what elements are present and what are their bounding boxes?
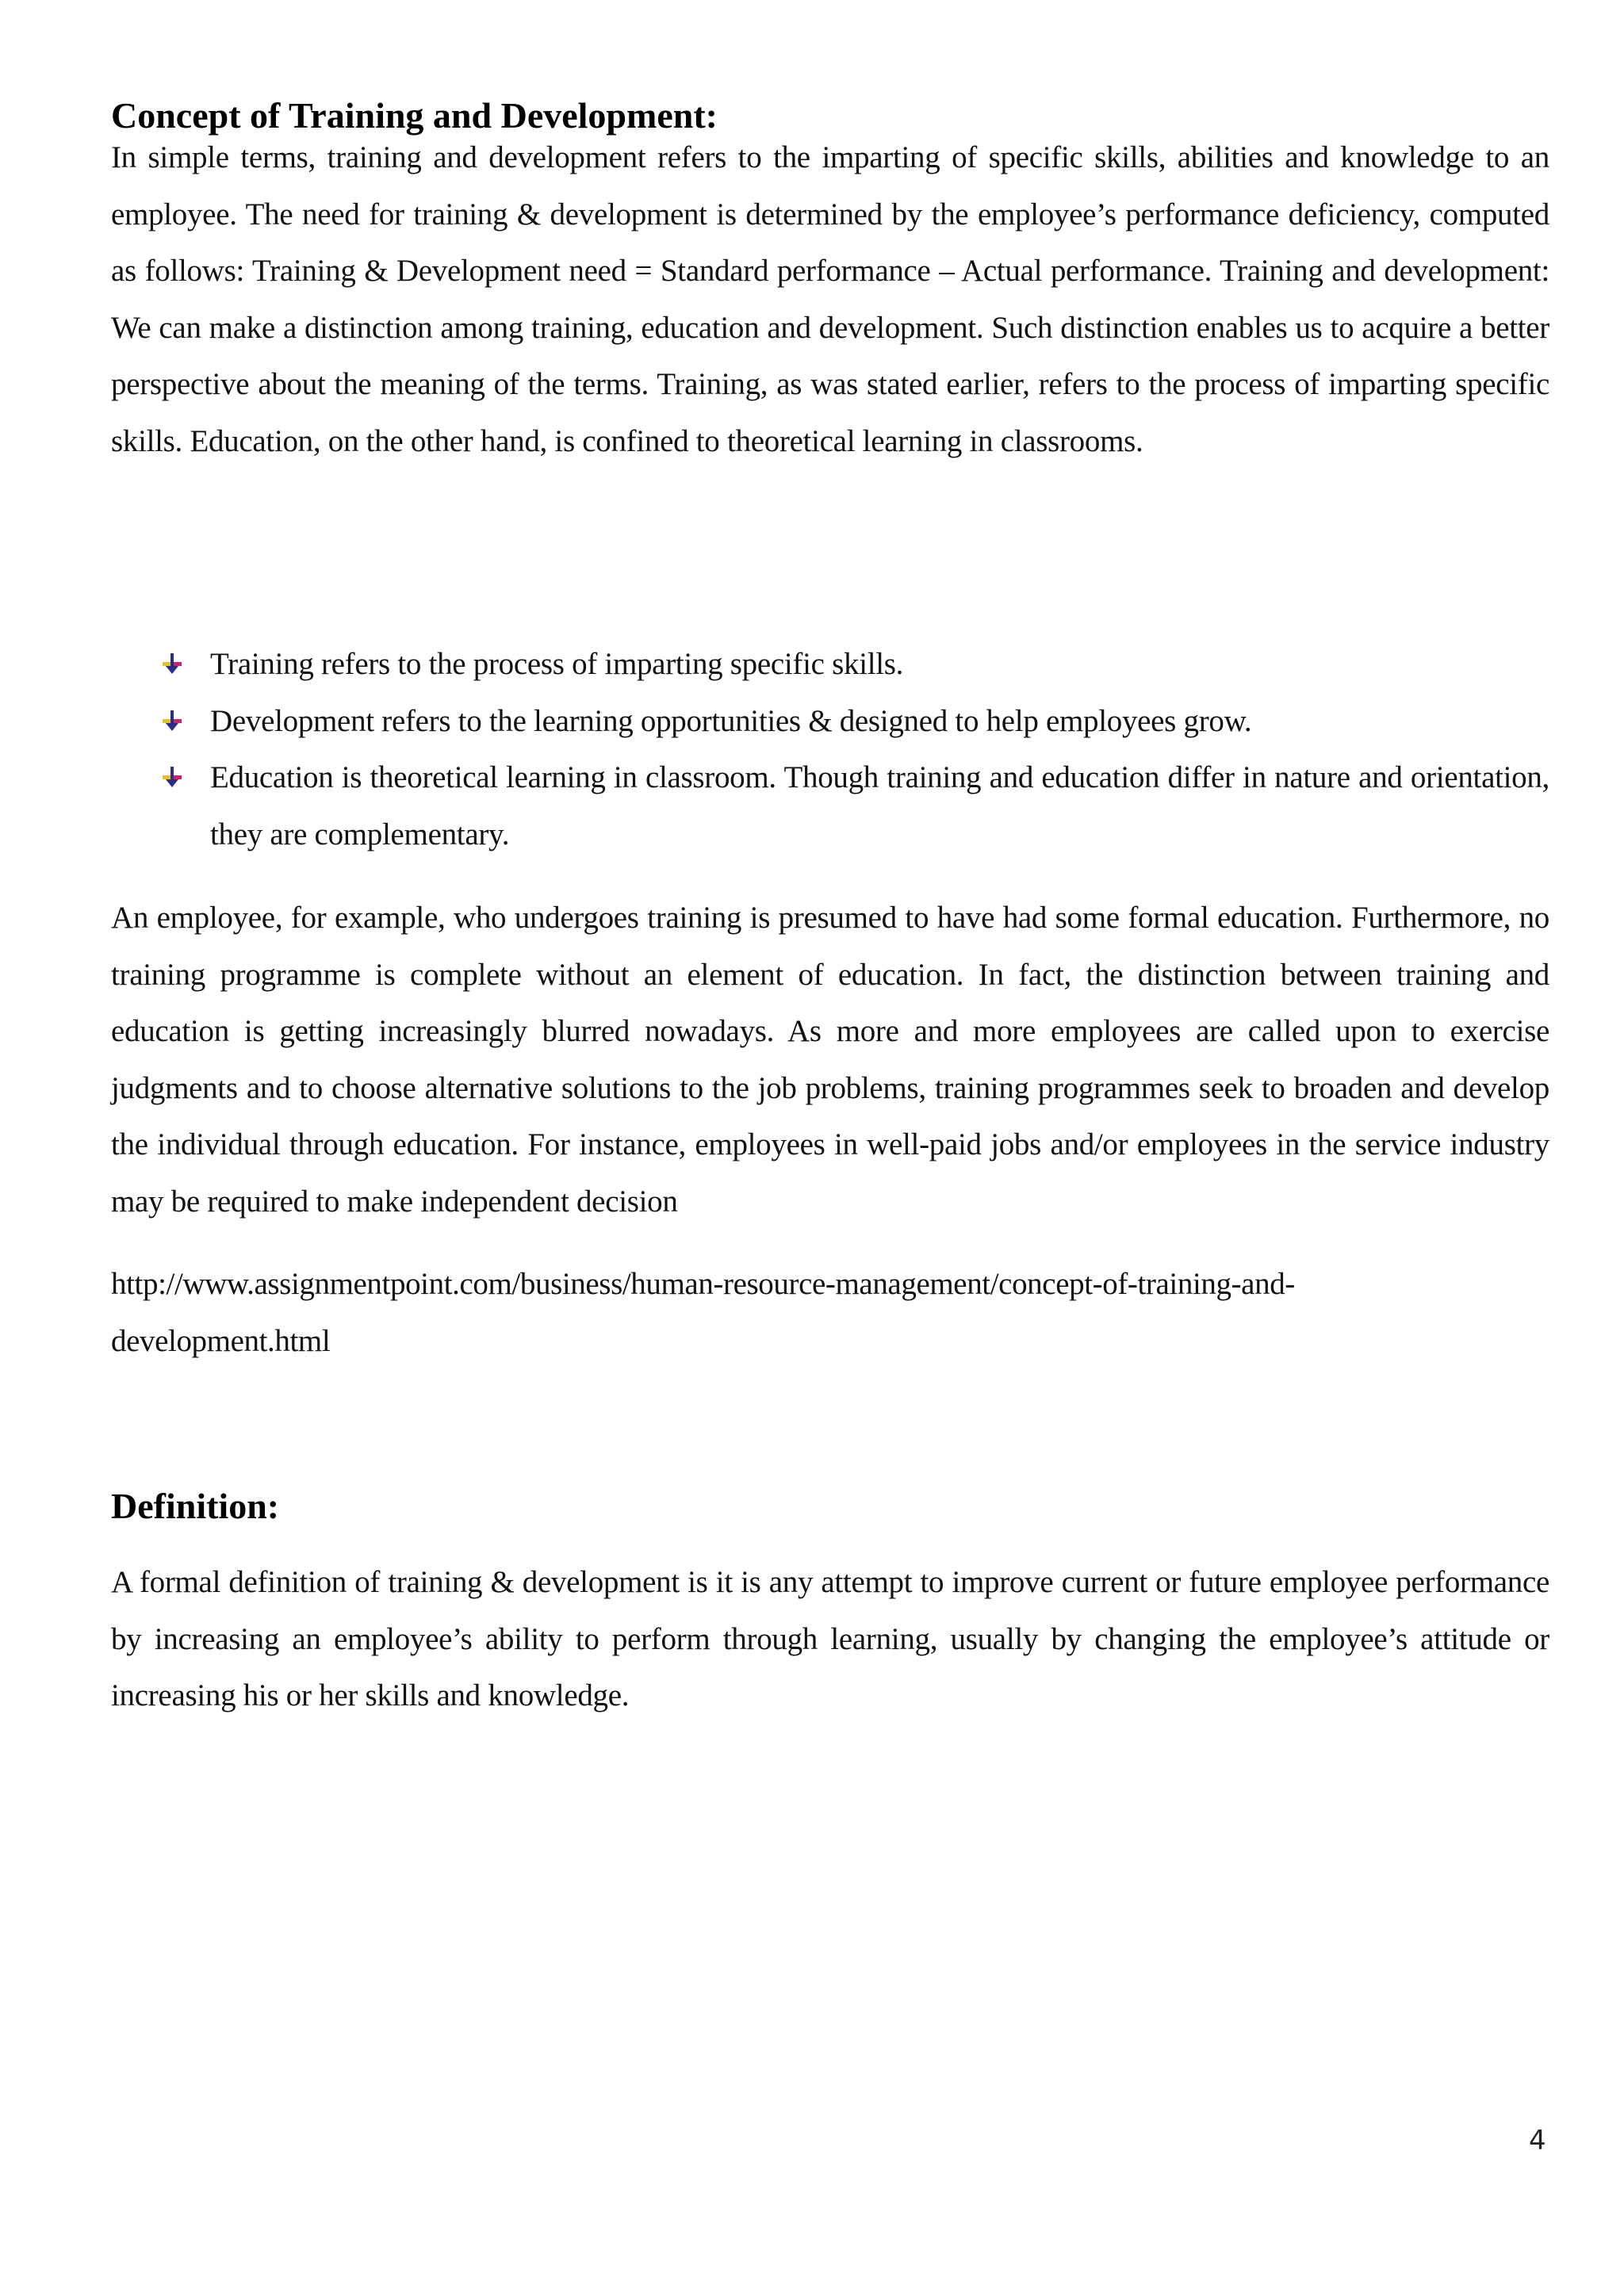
paragraph-definition: A formal definition of training & development is it is any attempt to improve current or future employee performance by increasing an employee’s ability to perform through learning, usually by changing the employee’s attitude or increasing his or her skills and knowledge.	[111, 1565, 1549, 1712]
bullet-text: Development refers to the learning opportunities & designed to help employees grow.	[210, 703, 1252, 738]
page-number: 4	[1529, 2125, 1546, 2156]
down-arrow-bullet-icon	[160, 709, 184, 733]
heading-definition: Definition:	[111, 1486, 280, 1526]
bullet-text: Education is theoretical learning in classroom. Though training and education differ in nature and orientation, they are complementary.	[210, 760, 1549, 851]
bullet-item-development	[159, 693, 1549, 750]
heading-concept: Concept of Training and Development:	[111, 95, 718, 136]
down-arrow-bullet-icon	[160, 652, 184, 675]
paragraph-concept: In simple terms, training and development refers to the imparting of specific skills, abilities and knowledge to an employee. The need for training & development is determined by the employee’s performance deficiency, computed as follows: Training & Development need = Standard performance – Actual performance. Training and development: We can make a distinction among training, education and development. Such distinction enables us to acquire a better perspective about the meaning of the terms. Training, as was stated earlier, refers to the process of imparting specific skills. Education, on the other hand, is confined to theoretical learning in classrooms.	[111, 140, 1549, 458]
bullet-item-training	[159, 636, 1549, 693]
down-arrow-bullet-icon	[160, 765, 184, 789]
paragraph-employee-education: An employee, for example, who undergoes training is presumed to have had some formal education. Furthermore, no training programme is complete without an element of education. In fact, the distinction between training and education is getting increasingly blurred nowadays. As more and more employees are called upon to exercise judgments and to choose alternative solutions to the job problems, training programmes seek to broaden and develop the individual through education. For instance, employees in well-paid jobs and/or employees in the service industry may be required to make independent decision	[111, 901, 1549, 1219]
bullet-item-education	[159, 749, 1549, 863]
source-url[interactable]	[111, 1256, 1459, 1369]
source-url-line-2[interactable]: development.html	[111, 1323, 331, 1358]
bullet-list	[159, 636, 1549, 863]
source-url-line-1[interactable]: http://www.assignmentpoint.com/business/human-resource-management/concept-of-training-and-	[111, 1267, 1295, 1301]
bullet-text: Training refers to the process of imparting specific skills.	[210, 647, 904, 681]
